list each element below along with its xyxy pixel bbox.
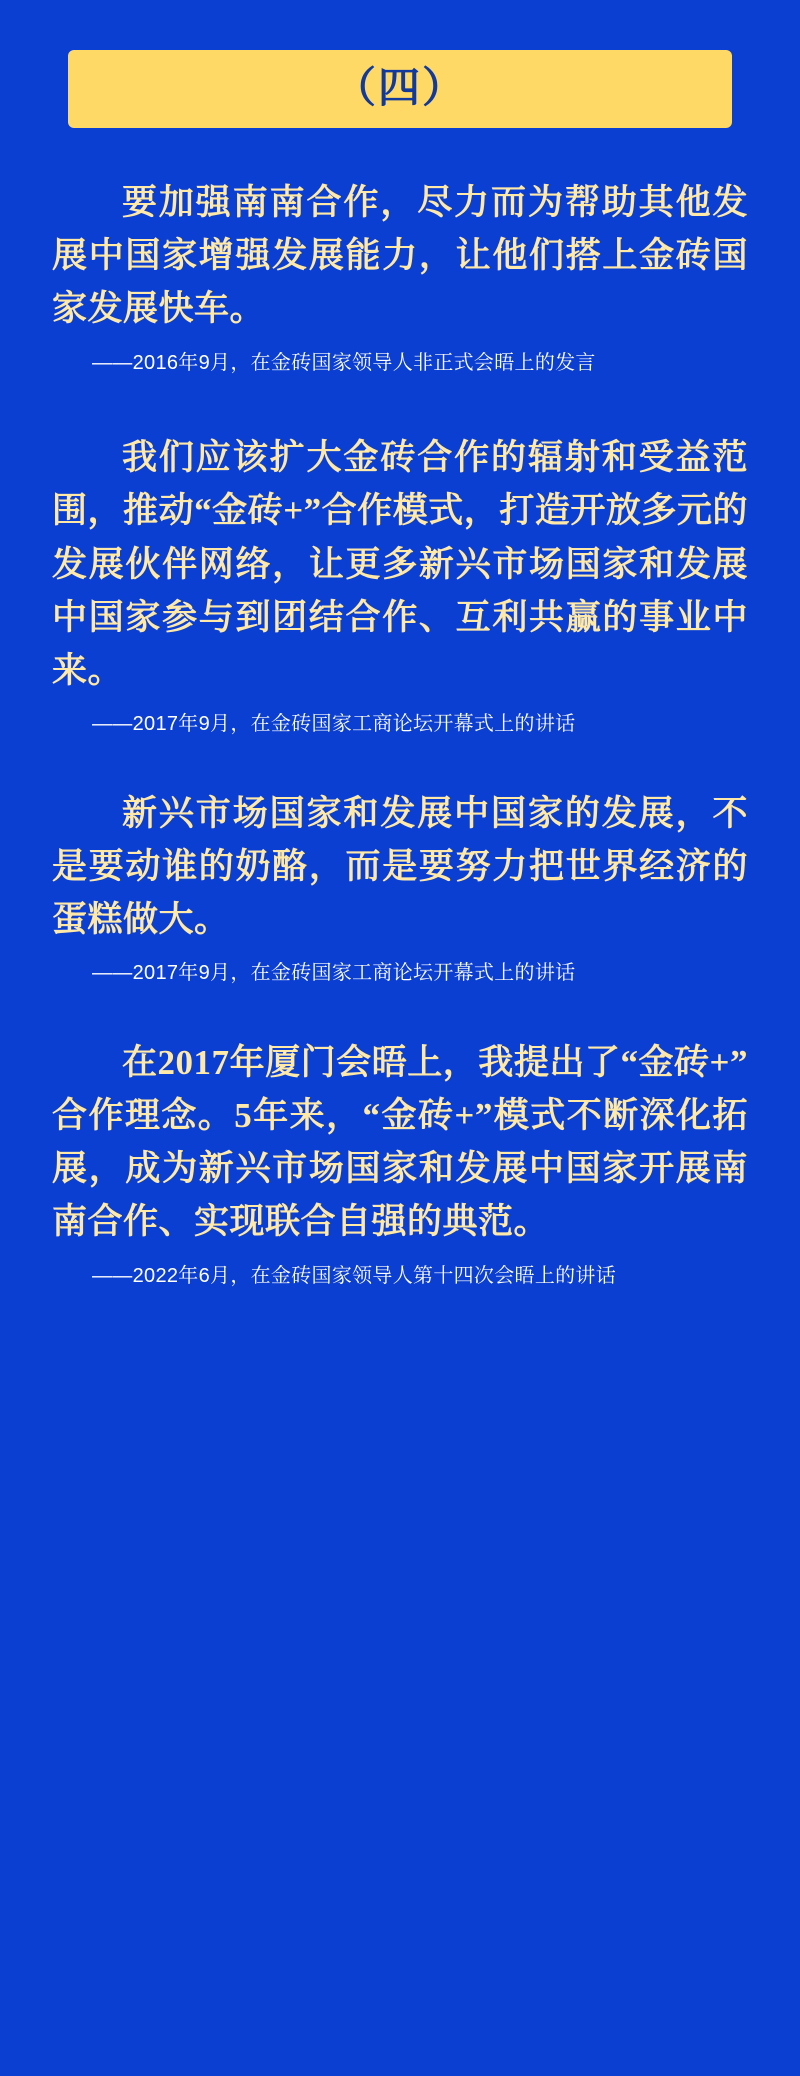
section-header-banner xyxy=(68,50,732,128)
quote-block xyxy=(52,176,748,379)
quote-block xyxy=(52,787,748,990)
quotes-container xyxy=(0,176,800,1386)
section-title: （四） xyxy=(333,66,466,112)
quote-text: 我们应该扩大金砖合作的辐射和受益范围，推动“金砖+”合作模式，打造开放多元的发展伙伴网络，让更多新兴市场国家和发展中国家参与到团结合作、互利共赢的事业中来。 xyxy=(52,438,748,690)
quote-text: 要加强南南合作，尽力而为帮助其他发展中国家增强发展能力，让他们搭上金砖国家发展快车。 xyxy=(52,183,748,329)
quote-source: ——2017年9月，在金砖国家工商论坛开幕式上的讲话 xyxy=(92,713,576,736)
quote-source: ——2022年6月，在金砖国家领导人第十四次会晤上的讲话 xyxy=(92,1264,617,1287)
quote-text: 在2017年厦门会晤上，我提出了“金砖+”合作理念。5年来，“金砖+”模式不断深化拓展，成为新兴市场国家和发展中国家开展南南合作、实现联合自强的典范。 xyxy=(52,1042,748,1242)
quote-source: ——2017年9月，在金砖国家工商论坛开幕式上的讲话 xyxy=(92,962,576,985)
quote-text: 新兴市场国家和发展中国家的发展，不是要动谁的奶酪，而是要努力把世界经济的蛋糕做大。 xyxy=(52,793,748,940)
quote-source: ——2016年9月，在金砖国家领导人非正式会晤上的发言 xyxy=(92,351,596,374)
quote-block xyxy=(52,1036,748,1292)
quote-block xyxy=(52,431,748,741)
